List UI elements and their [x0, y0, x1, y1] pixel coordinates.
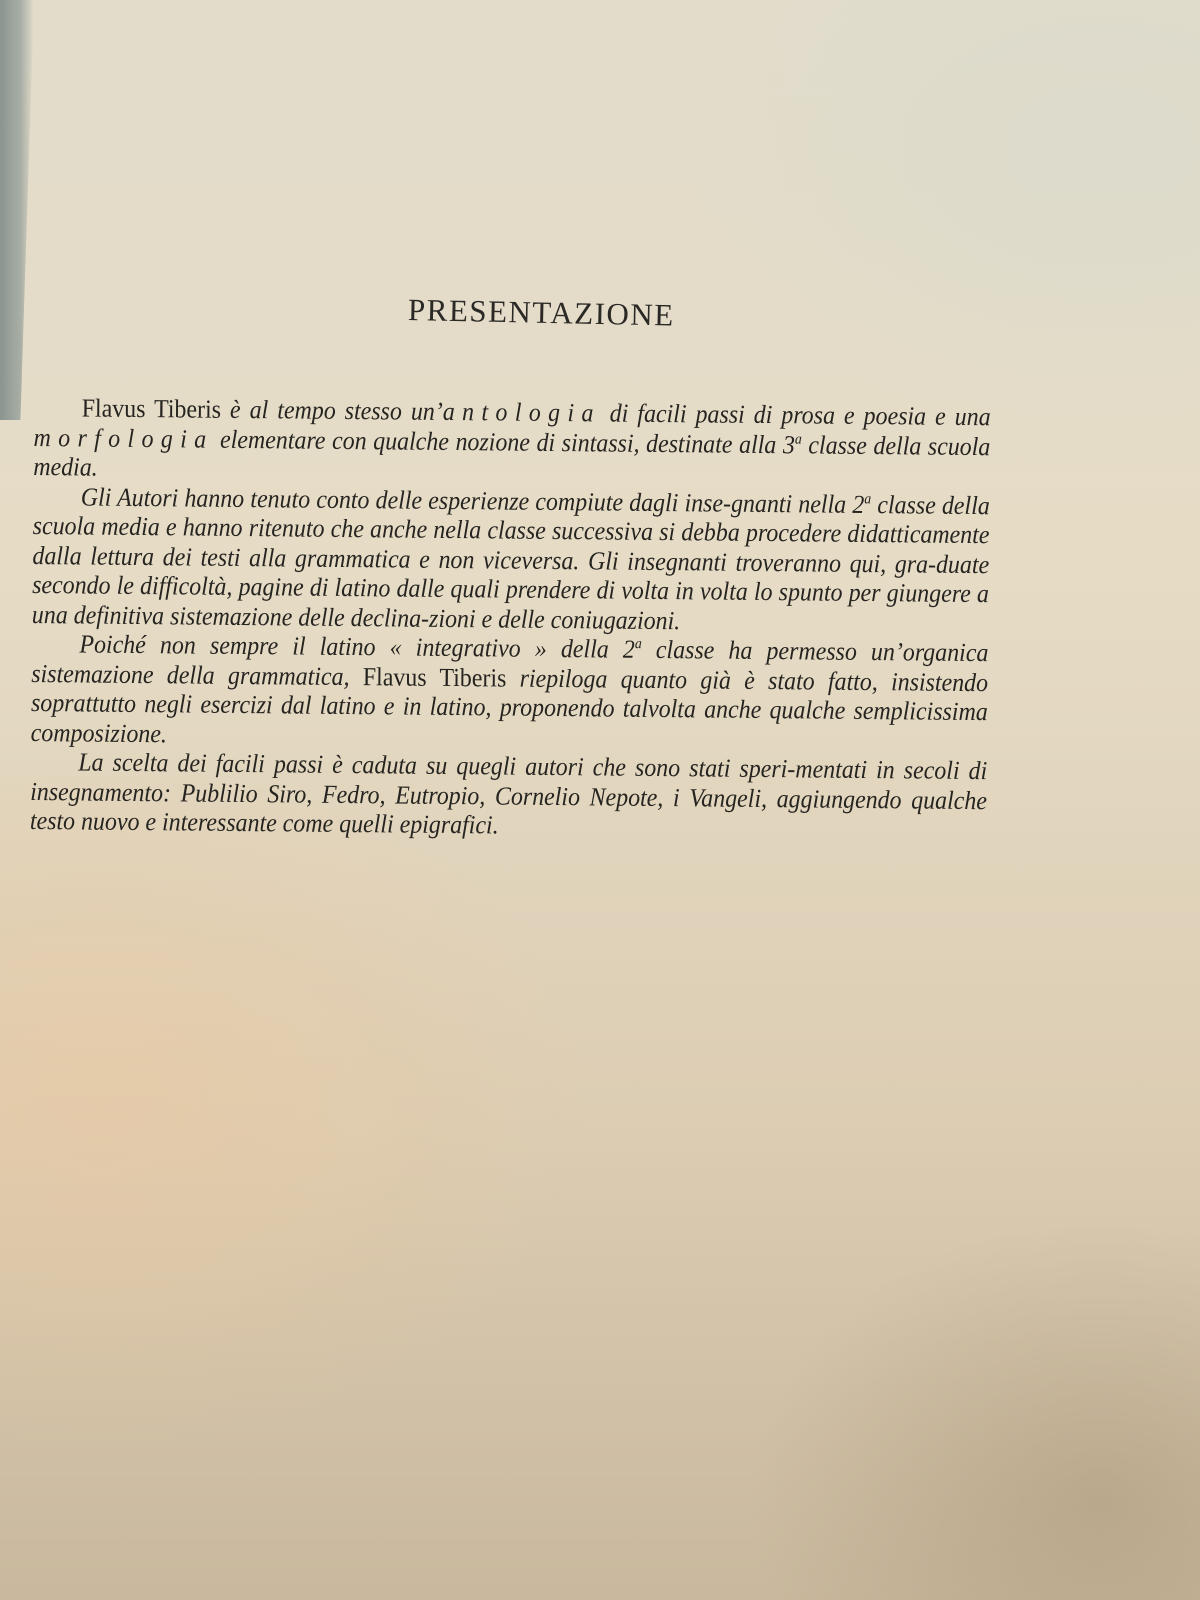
presentation-text — [30, 393, 991, 845]
paragraph-text: classe della scuola media e hanno ritenuto che anche nella classe successiva si debba procedere didatticamente dalla lettura dei testi alla grammatica e non viceversa. Gli insegnanti troveranno qui, gra-duate secondo le difficoltà, pagine di latino dalle quali prendere di volta in volta lo spunto per giungere a una definitiva sistemazione delle declina-zioni e delle coniugazioni. — [31, 489, 990, 635]
ordinal-superscript: a — [634, 636, 642, 653]
paragraph-3 — [31, 629, 989, 756]
paragraph-4 — [30, 747, 988, 845]
page-title: PRESENTAZIONE — [407, 292, 676, 333]
paragraph-text: è al tempo stesso un’ — [220, 394, 443, 426]
paragraph-text: Poiché non sempre il latino « integrativo » della 2 — [79, 629, 635, 664]
paragraph-text: elementare con qualche nozione di sintassi, destinate alla 3 — [213, 424, 796, 459]
paragraph-text: di facili passi di prosa e poesia e una — [600, 398, 991, 432]
paragraph-text: classe ha permesso un’organica sistemazione della grammatica, — [31, 634, 989, 691]
book-title-ref: Flavus Tiberis — [81, 393, 222, 424]
book-spine-shadow — [0, 0, 34, 420]
ordinal-superscript: a — [794, 431, 802, 448]
paragraph-2 — [32, 481, 990, 638]
emphasis-antologia: antologia — [442, 396, 601, 428]
emphasis-morfologia: morfologia — [33, 422, 214, 454]
paragraph-text: classe della scuola media. — [33, 429, 991, 482]
paragraph-text: La scelta dei facili passi è caduta su quegli autori che sono stati speri-mentati in secoli di insegnamento: Publilio Siro, Fedro, Eutropio, Cornelio Nepote, i Vangeli, aggiungendo qualche testo nuovo e interessante come quelli epigrafici. — [29, 747, 988, 840]
paragraph-1 — [33, 393, 991, 491]
book-title-ref: Flavus Tiberis — [362, 661, 507, 693]
paragraph-text: riepiloga quanto già è stato fatto, insistendo soprattutto negli esercizi dal latino e in latino, proponendo talvolta anche qualche semplicissima composizione. — [30, 663, 989, 748]
paragraph-text: Gli Autori hanno tenuto conto delle esperienze compiute dagli inse-gnanti nella 2 — [80, 481, 865, 519]
ordinal-superscript: a — [864, 490, 872, 507]
